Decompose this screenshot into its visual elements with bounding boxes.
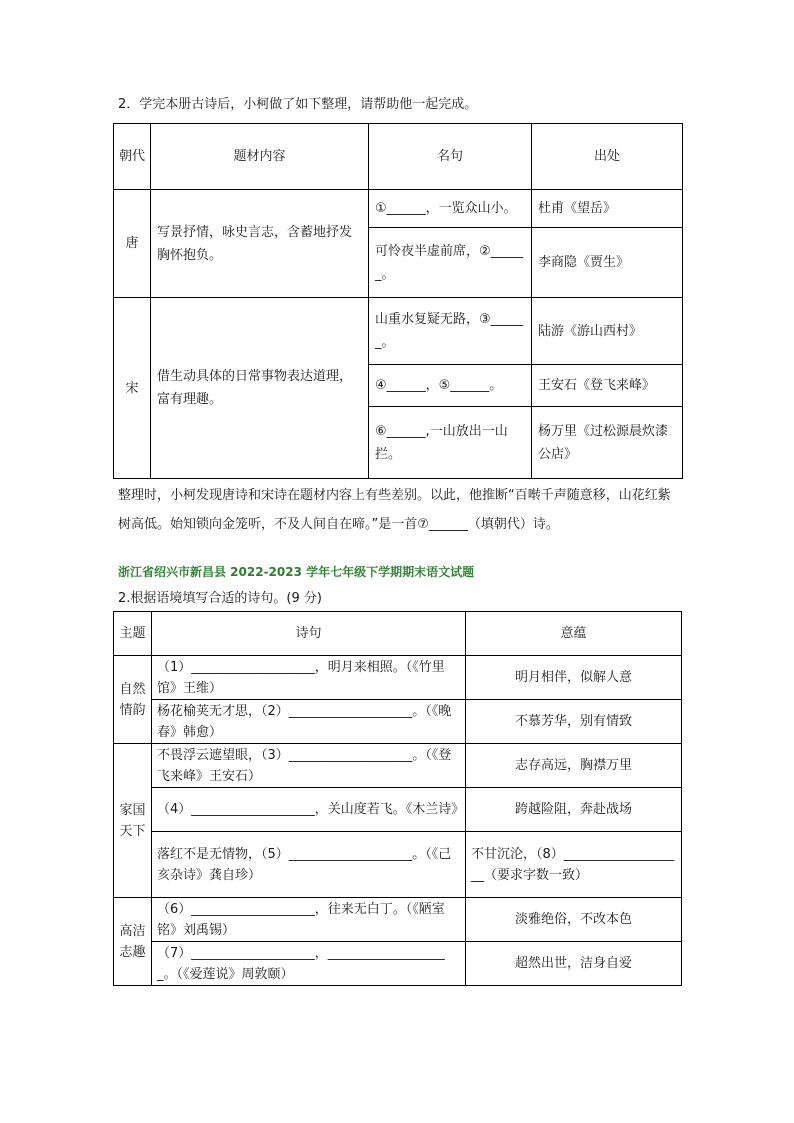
line-cell: ④______，⑤______。: [369, 365, 532, 407]
meaning-cell: 不甘沉沦，（8）___________________（要求字数一致）: [466, 832, 682, 898]
question-1-note: 整理时，小柯发现唐诗和宋诗在题材内容上有些差别。以此，他推断“百啭千声随意移，山花红紫树高低。始知锁向金笼听，不及人间自在啼。”是一首⑦______（填朝代）诗。: [118, 488, 671, 532]
topic-cell: 写景抒情，咏史言志，含蓄地抒发胸怀抱负。: [151, 190, 369, 298]
header-theme: 主题: [114, 612, 152, 656]
line-cell: ①______，一览众山小。: [369, 190, 532, 228]
line-cell: 山重水复疑无路，③______。: [369, 298, 532, 365]
table-row: [114, 656, 682, 700]
table-row: [114, 832, 682, 898]
theme-cell: 家国天下: [114, 744, 152, 898]
poem-cell: （7）___________________，___________________。（《爱莲说》周敦颐）: [152, 942, 466, 986]
table-header-row: [114, 612, 682, 656]
dynasty-cell: 宋: [114, 298, 151, 479]
table-row: [114, 190, 683, 228]
poem-cell: 落红不是无情物，（5）___________________。（《己亥杂诗》龚自珍）: [152, 832, 466, 898]
meaning-cell: 志存高远，胸襟万里: [466, 744, 682, 788]
meaning-cell: 不慕芳华，别有情致: [466, 700, 682, 744]
poem-cell: 杨花榆荚无才思，（2）___________________。（《晚春》韩愈）: [152, 700, 466, 744]
source-cell: 杜甫《望岳》: [532, 190, 683, 228]
header-poem: 诗句: [152, 612, 466, 656]
header-line: 名句: [369, 124, 532, 190]
meaning-cell: 明月相伴，似解人意: [466, 656, 682, 700]
meaning-cell: 淡雅绝俗，不改本色: [466, 898, 682, 942]
theme-cell: 高洁志趣: [114, 898, 152, 986]
theme-cell: 自然情韵: [114, 656, 152, 744]
line-cell: ⑥______,一山放出一山拦。: [369, 407, 532, 479]
poem-cell: （1）___________________，明月来相照。（《竹里馆》王维）: [152, 656, 466, 700]
topic-cell: 借生动具体的日常事物表达道理，富有理趣。: [151, 298, 369, 479]
header-topic: 题材内容: [151, 124, 369, 190]
meaning-cell: 超然出世，洁身自爱: [466, 942, 682, 986]
table-row: [114, 744, 682, 788]
table-row: [114, 788, 682, 832]
header-meaning: 意蕴: [466, 612, 682, 656]
poem-cell: （4）___________________，关山度若飞。《木兰诗》: [152, 788, 466, 832]
dynasty-cell: 唐: [114, 190, 151, 298]
meaning-cell: 跨越险阻，奔赴战场: [466, 788, 682, 832]
source-cell: 陆游《游山西村》: [532, 298, 683, 365]
question-1-intro: 2．学完本册古诗后，小柯做了如下整理，请帮助他一起完成。: [118, 97, 478, 112]
table-header-row: [114, 124, 683, 190]
poetry-summary-table: [113, 123, 683, 479]
table-row: [114, 942, 682, 986]
poem-cell: 不畏浮云遮望眼，（3）___________________。（《登飞来峰》王安石）: [152, 744, 466, 788]
source-cell: 李商隐《贾生》: [532, 228, 683, 298]
table-row: [114, 700, 682, 744]
source-cell: 王安石《登飞来峰》: [532, 365, 683, 407]
poem-cell: （6）___________________，往来无白丁。（《陋室铭》刘禹锡）: [152, 898, 466, 942]
header-source: 出处: [532, 124, 683, 190]
exam-source-title: 浙江省绍兴市新昌县 2022-2023 学年七年级下学期期末语文试题: [118, 565, 475, 579]
question-2-intro: 2.根据语境填写合适的诗句。(9 分): [118, 591, 322, 606]
table-row: [114, 898, 682, 942]
source-cell: 杨万里《过松源晨炊漆公店》: [532, 407, 683, 479]
line-cell: 可怜夜半虚前席，②______。: [369, 228, 532, 298]
poem-fill-table: [113, 611, 682, 986]
table-row: [114, 298, 683, 365]
header-dynasty: 朝代: [114, 124, 151, 190]
